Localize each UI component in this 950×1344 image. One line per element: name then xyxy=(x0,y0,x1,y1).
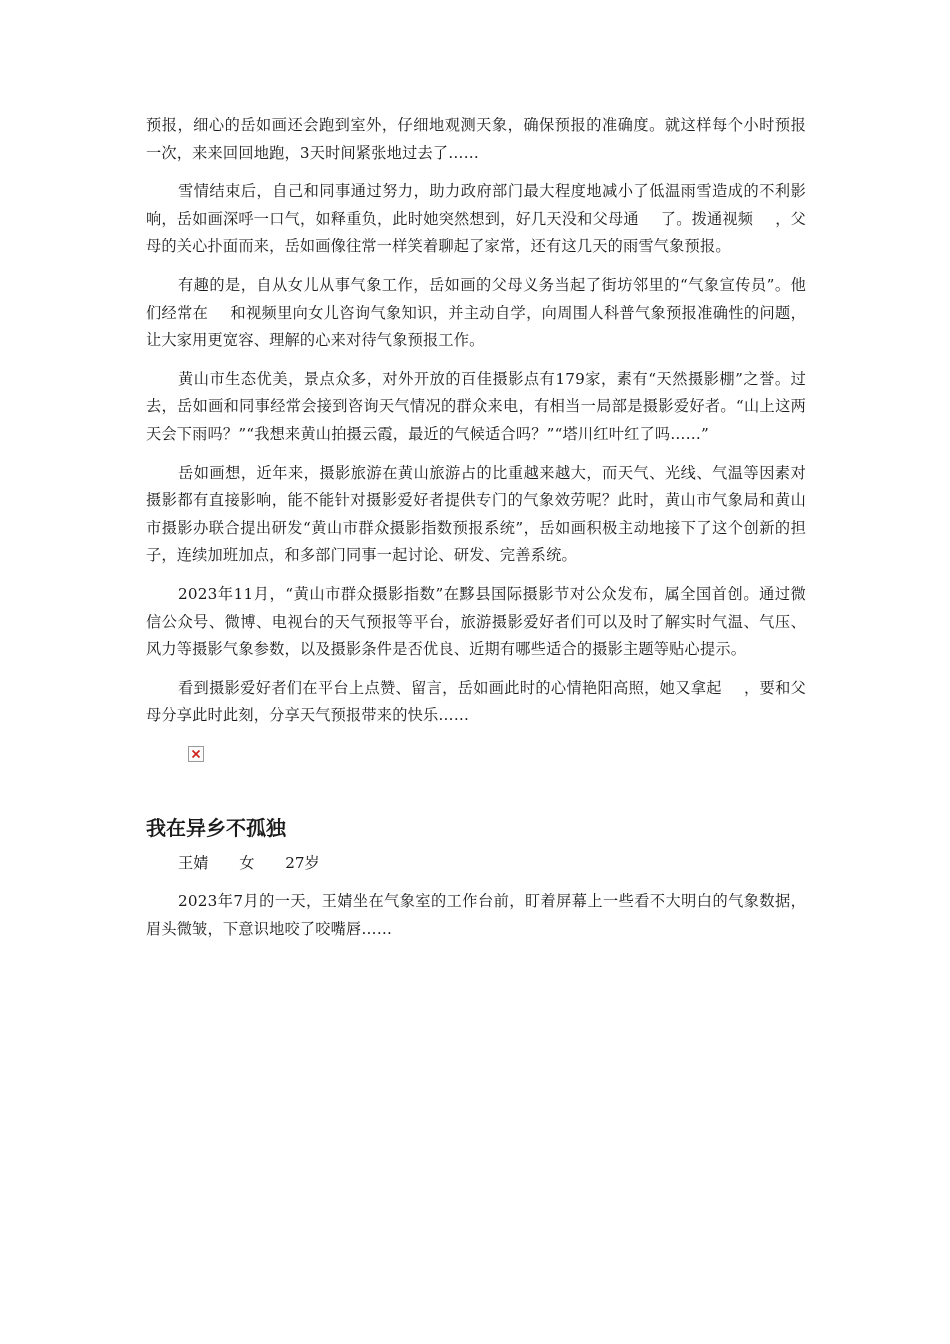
paragraph-1-text: 预报，细心的岳如画还会跑到室外，仔细地观测天象，确保预报的准确度。就这样每个小时预报一次，来来回回地跑，3天时间紧张地过去了…… xyxy=(146,116,806,162)
paragraph-1 xyxy=(146,112,806,167)
paragraph-3 xyxy=(146,272,806,355)
paragraph-5 xyxy=(146,460,806,570)
paragraph-3-text-b: 和视频里向女儿咨询气象知识，并主动自学，向周围人科普气象预报准确性的问题，让大家用更宽容、理解的心来对待气象预报工作。 xyxy=(146,303,806,350)
paragraph-2-text-a: 雪情结束后，自己和同事通过努力，助力政府部门最大程度地减小了低温雨雪造成的不利影响，岳如画深呼一口气，如释重负，此时她突然想到，好几天没和父母通 xyxy=(146,182,806,228)
author-name: 王婧 xyxy=(178,853,209,872)
section-title: 我在异乡不孤独 xyxy=(146,815,286,840)
author-age: 27岁 xyxy=(285,853,320,872)
paragraph-7 xyxy=(146,675,806,730)
paragraph-7-text-b: ，要和父母分享此时此刻，分享天气预报带来的快乐…… xyxy=(146,678,806,725)
section-intro-text: 2023年7月的一天，王婧坐在气象室的工作台前，盯着屏幕上一些看不大明白的气象数据，眉头微皱，下意识地咬了咬嘴唇…… xyxy=(146,892,806,939)
paragraph-4-text: 黄山市生态优美，景点众多，对外开放的百佳摄影点有179家，素有“天然摄影棚”之誉。过去，岳如画和同事经常会接到咨询天气情况的群众来电，有相当一局部是摄影爱好者。“山上这两天会下雨吗？”“我想来黄山拍摄云霞，最近的气候适合吗？”“塔川红叶红了吗……” xyxy=(146,369,806,443)
paragraph-5-text: 岳如画想，近年来，摄影旅游在黄山旅游占的比重越来越大，而天气、光线、气温等因素对摄影都有直接影响，能不能针对摄影爱好者提供专门的气象效劳呢？此时，黄山市气象局和黄山市摄影办联合提出研发“黄山市群众摄影指数预报系统”，岳如画积极主动地接下了这个创新的担子，连续加班加点，和多部门同事一起讨论、研发、完善系统。 xyxy=(146,463,806,565)
broken-image-icon xyxy=(188,746,204,762)
paragraph-3-text-a: 有趣的是，自从女儿从事气象工作，岳如画的父母义务当起了街坊邻里的“气象宣传员”。他们经常在 xyxy=(146,275,806,322)
paragraph-2-text-b: 了。拨通视频 xyxy=(660,209,754,228)
author-byline xyxy=(178,850,806,878)
paragraph-7-text-a: 看到摄影爱好者们在平台上点赞、留言，岳如画此时的心情艳阳高照，她又拿起 xyxy=(178,678,722,697)
broken-image-x-mark xyxy=(191,749,201,759)
author-gender: 女 xyxy=(239,853,255,872)
paragraph-2-text-c: ，父母的关心扑面而来，岳如画像往常一样笑着聊起了家常，还有这几天的雨雪气象预报。 xyxy=(146,209,807,256)
paragraph-2 xyxy=(146,178,806,261)
paragraph-4 xyxy=(146,366,806,449)
document-page xyxy=(146,112,806,955)
paragraph-6-text: 2023年11月，“黄山市群众摄影指数”在黟县国际摄影节对公众发布，属全国首创。通过微信公众号、微博、电视台的天气预报等平台，旅游摄影爱好者们可以及时了解实时气温、气压、风力等摄影气象参数，以及摄影条件是否优良、近期有哪些适合的摄影主题等贴心提示。 xyxy=(146,584,806,659)
section-intro-paragraph xyxy=(146,888,806,943)
paragraph-6 xyxy=(146,581,806,664)
